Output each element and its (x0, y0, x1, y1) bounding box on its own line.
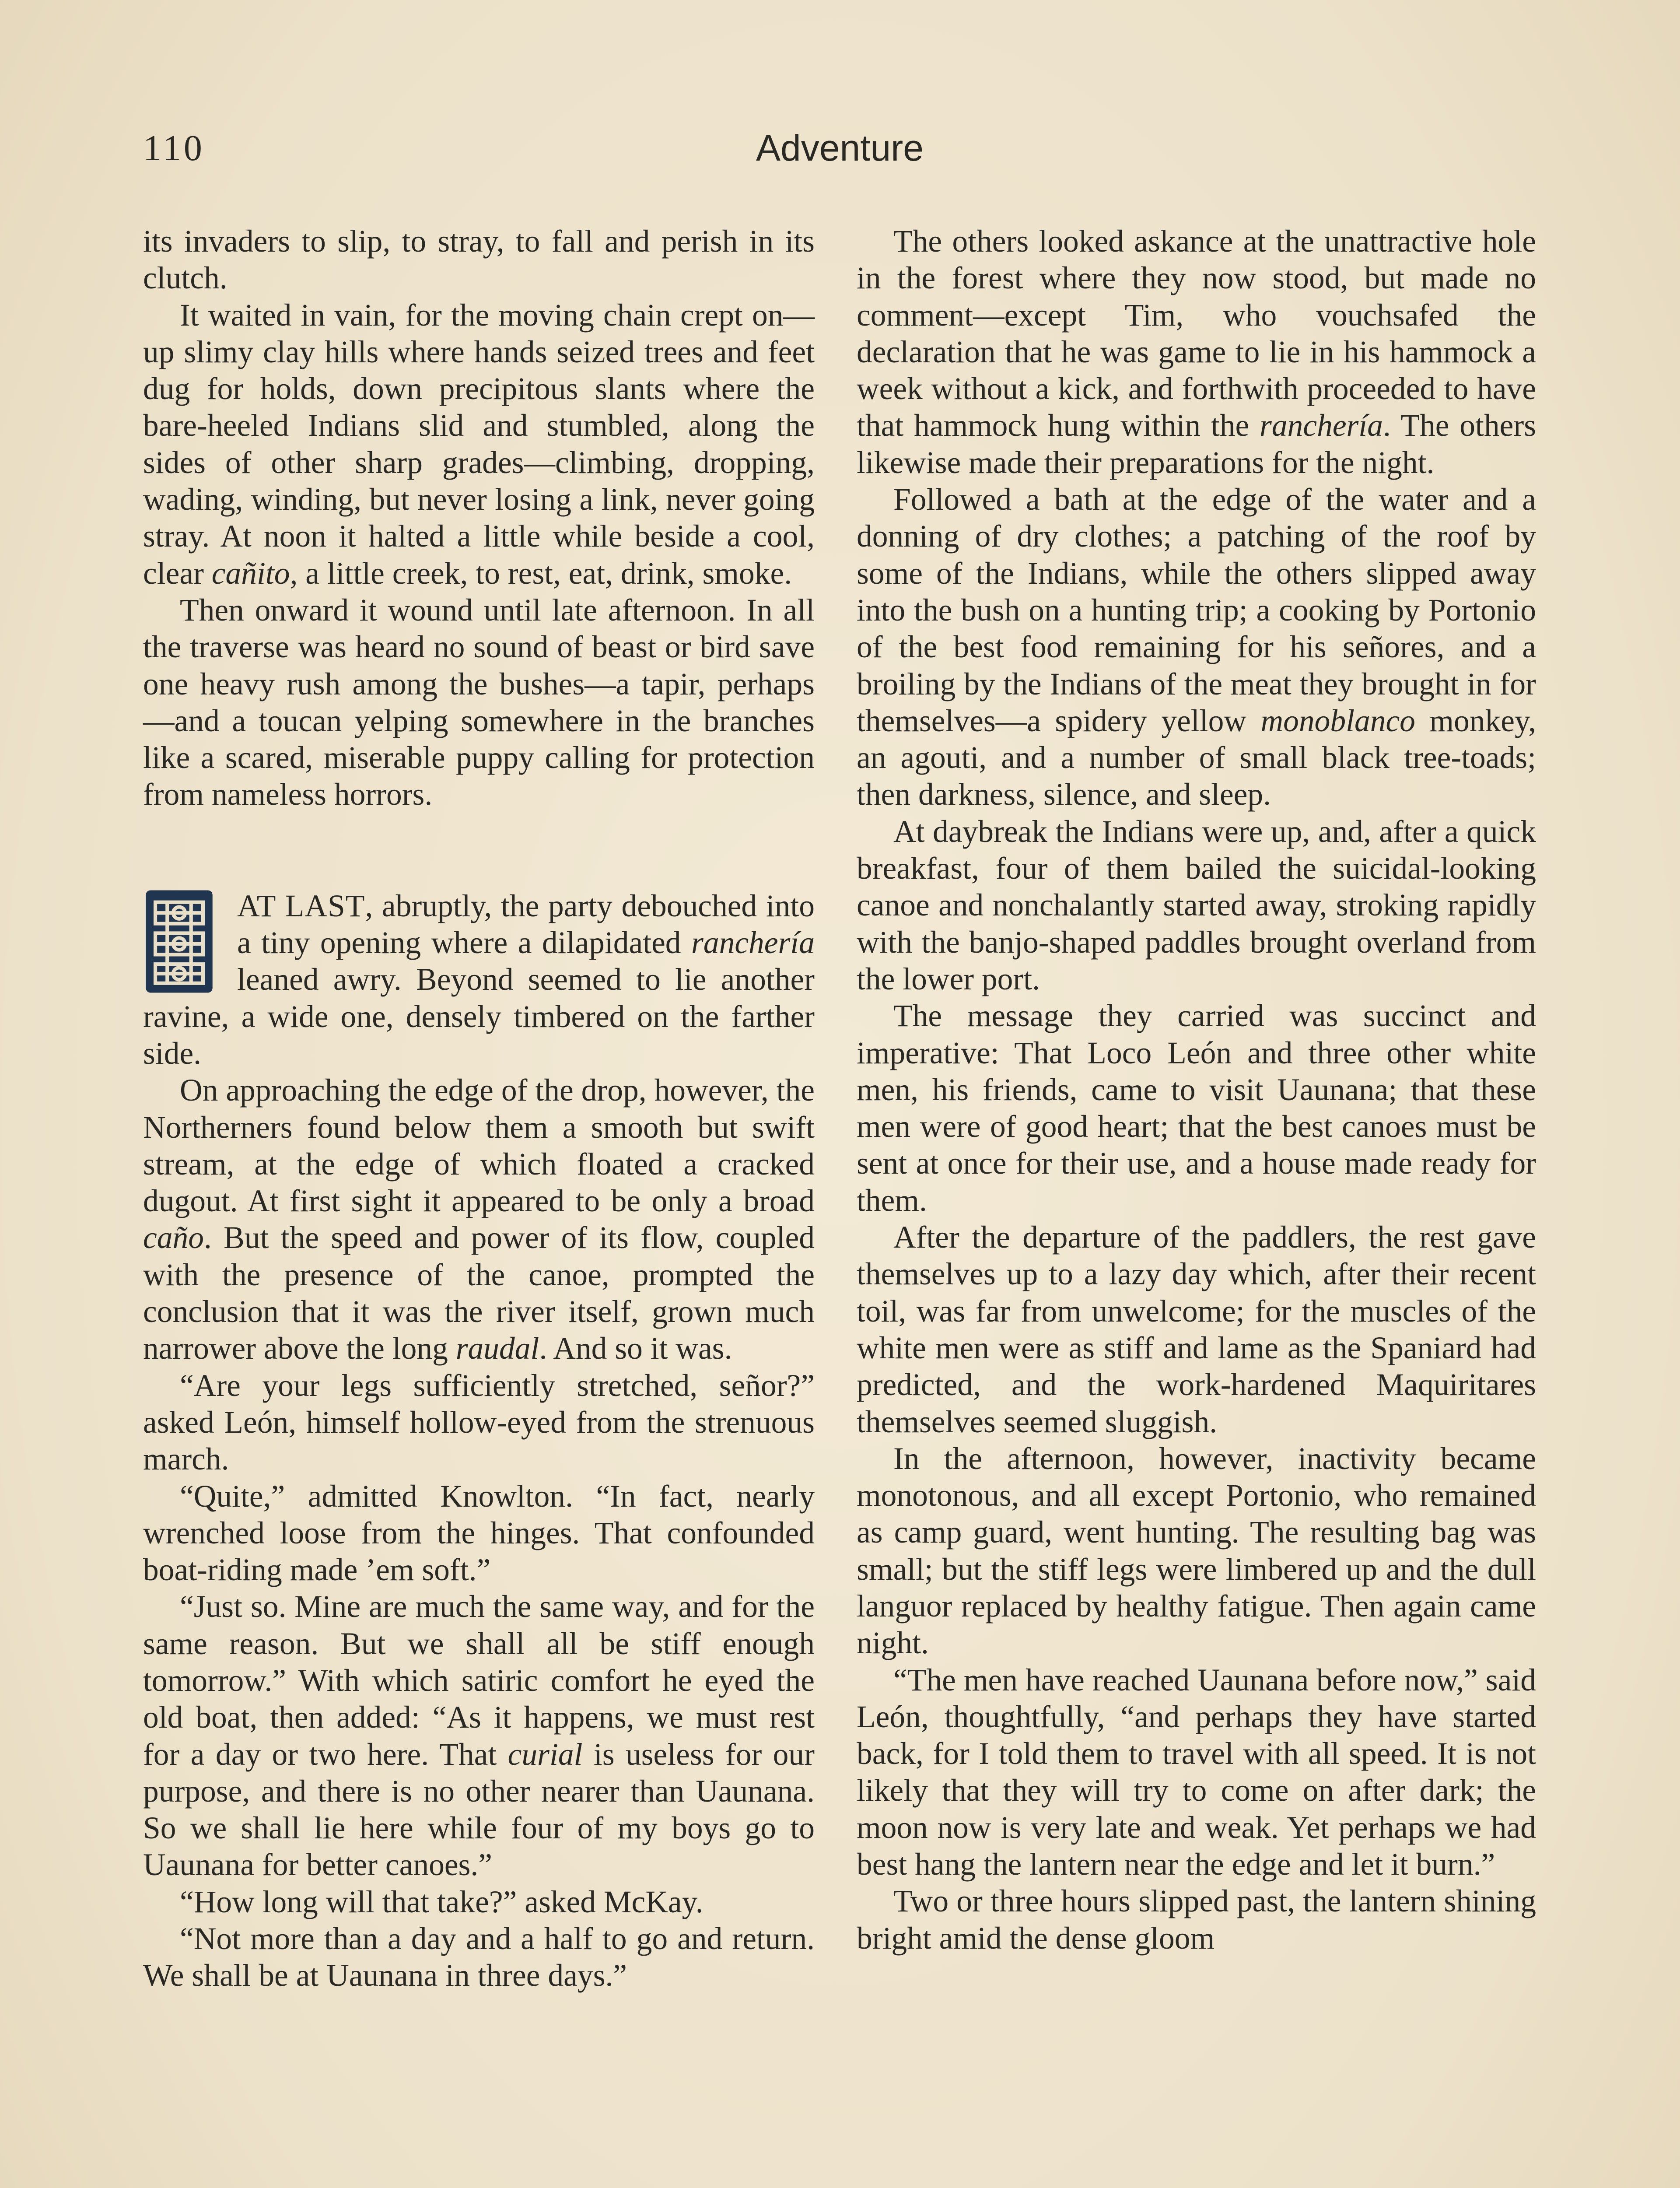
left-column (143, 223, 815, 1995)
paragraph: At daybreak the Indians were up, and, after a quick breakfast, four of them bailed the suicidal-looking canoe and nonchalantly started away, stroking rapidly with the banjo-shaped paddles brought overland from the lower port. (857, 814, 1536, 996)
paragraph: “Not more than a day and a half to go and return. We shall be at Uaunana in three days.” (143, 1922, 815, 1993)
paragraph: “How long will that take?” asked McKay. (180, 1884, 704, 1919)
paragraph: Then onward it wound until late afternoon. In all the traverse was heard no sound of beast or bird save one heavy rush among the bushes—a tapir, perhaps—and a toucan yelping somewhere in the branches like a scared, miserable puppy calling for protection from nameless horrors. (143, 593, 815, 812)
paragraph: In the afternoon, however, inactivity became monotonous, and all except Portonio, who remained as camp guard, went hunting. The resulting bag was small; but the stiff legs were limbered up and the dull languor replaced by healthy fatigue. Then again came night. (857, 1441, 1536, 1661)
running-title: Adventure (756, 127, 924, 168)
celtic-knot-ornament-icon (143, 888, 215, 995)
right-column (857, 223, 1536, 1957)
paragraph: After the departure of the paddlers, the rest gave themselves up to a lazy day which, after their recent toil, was far from unwelcome; for the muscles of the white men were as stiff and lame as the Spaniard had predicted, and the work-hardened Maquiritares themselves seemed sluggish. (857, 1220, 1536, 1439)
paragraph: its invaders to slip, to stray, to fall and perish in its clutch. (143, 224, 815, 296)
paragraph: “The men have reached Uaunana before now,” said León, thoughtfully, “and perhaps they have started back, for I told them to travel with all speed. It is not likely that they will try to come on after dark; the moon now is very late and weak. Yet perhaps we had best hang the lantern near the edge and let it burn.” (857, 1662, 1536, 1882)
section-opening-paragraph: AT LAST, abruptly, the party debouched into a tiny opening where a dilapidated ranchería leaned awry. Beyond seemed to lie another ravine, a wide one, densely timbered on the farther side. (143, 888, 815, 1071)
lead-in-text: AT LAST (237, 888, 365, 923)
page-number: 110 (143, 128, 205, 168)
paragraph: Two or three hours slipped past, the lantern shining bright amid the dense gloom (857, 1884, 1536, 1956)
paragraph: The others looked askance at the unattractive hole in the forest where they now stood, but made no comment—except Tim, who vouchsafed the declaration that he was game to lie in his hammock a week without a kick, and forthwith proceeded to have that hammock hung within the ranchería. The others likewise made their preparations for the night. (857, 224, 1536, 480)
paragraph: “Just so. Mine are much the same way, and for the same reason. But we shall all be stiff enough tomorrow.” With which satiric comfort he eyed the old boat, then added: “As it happens, we must rest for a day or two here. That curial is useless for our purpose, and there is no other nearer than Uaunana. So we shall lie here while four of my boys go to Uaunana for better canoes.” (143, 1589, 815, 1883)
paragraph: The message they carried was succinct and imperative: That Loco León and three other white men, his friends, came to visit Uaunana; that these men were of good heart; that the best canoes must be sent at once for their use, and a house made ready for them. (857, 999, 1536, 1218)
paragraph: “Are your legs sufficiently stretched, señor?” asked León, himself hollow-eyed from the strenuous march. (143, 1368, 815, 1477)
paragraph: On approaching the edge of the drop, however, the Northerners found below them a smooth but swift stream, at the edge of which floated a cracked dugout. At first sight it appeared to be only a broad caño. But the speed and power of its flow, coupled with the presence of the canoe, prompted the conclusion that it was the river itself, grown much narrower above the long raudal. And so it was. (143, 1073, 815, 1366)
paragraph: “Quite,” admitted Knowlton. “In fact, nearly wrenched loose from the hinges. That confounded boat-riding made ’em soft.” (143, 1479, 815, 1588)
paragraph: It waited in vain, for the moving chain crept on—up slimy clay hills where hands seized trees and feet dug for holds, down precipitous slants where the bare-heeled Indians slid and stumbled, along the sides of other sharp grades—climbing, dropping, wading, winding, but never losing a link, never going stray. At noon it halted a little while beside a cool, clear cañito, a little creek, to rest, eat, drink, smoke. (143, 298, 815, 591)
paragraph: Followed a bath at the edge of the water and a donning of dry clothes; a patching of the roof by some of the Indians, while the others slipped away into the bush on a hunting trip; a cooking by Portonio of the best food remaining for his señores, and a broiling by the Indians of the meat they brought in for themselves—a spidery yellow monoblanco monkey, an agouti, and a number of small black tree-toads; then darkness, silence, and sleep. (857, 482, 1536, 812)
page-header (143, 127, 1536, 188)
